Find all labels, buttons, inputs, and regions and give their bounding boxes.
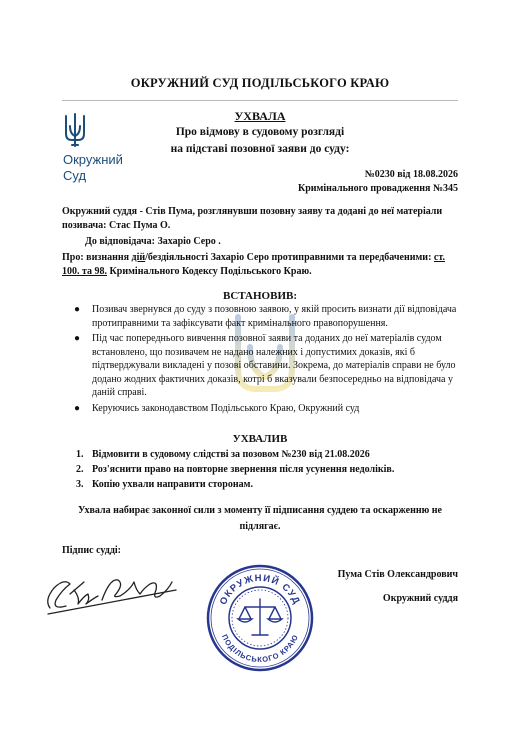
respondent-line (85, 235, 481, 249)
bullet-icon: ● (74, 304, 81, 315)
list-item (62, 332, 458, 400)
document-subtitle-line1: Про відмову в судовому розгляді (175, 126, 345, 138)
signature-label: Підпис судді: (62, 545, 121, 556)
resolved-item-3: Копію ухвали направити сторонам. (92, 479, 253, 490)
subject-prefix: Про: визнання (62, 252, 132, 263)
court-logo (63, 112, 123, 192)
list-item (62, 303, 458, 330)
established-heading: ВСТАНОВИВ: (222, 290, 298, 302)
scales-of-justice-icon (238, 599, 282, 635)
item-number: 2. (76, 464, 84, 475)
established-item-3: Керуючись законодавством Подільського Краю, Окружний суд (92, 402, 360, 414)
respondent-value: Захаріо Серо . (157, 236, 221, 247)
list-item (62, 447, 458, 462)
court-name-heading: ОКРУЖНИЙ СУД ПОДІЛЬСЬКОГО КРАЮ (130, 76, 390, 90)
stamp-top-text: ОКРУЖНИЙ СУД (217, 572, 303, 607)
resolved-heading: УХВАЛИВ (232, 433, 288, 445)
document-number-date: №0230 від 18.08.2026 (364, 169, 458, 180)
item-number: 3. (76, 479, 84, 490)
header-divider (62, 100, 458, 101)
handwritten-signature (40, 560, 180, 620)
logo-text (63, 152, 123, 184)
established-item-1: Позивач звернувся до суду з позовною заявою, у якій просить визнати дії відповідача протиправними та зафіксувати факт кримінального правопорушення. (92, 304, 457, 329)
subject-underlined: дій (131, 252, 146, 263)
document-subtitle-line2: на підставі позовної заяви до суду: (170, 143, 350, 155)
judge-intro: Окружний суддя - Стів Пума, розглянувши позовну заяву та додані до неї матеріали позивача: Стас Пума О. (62, 206, 443, 231)
established-item-2: Під час попереднього вивчення позовної заяви та доданих до неї матеріалів судом встановлено, що позивачем не надано належних і допустимих доказів, які б підтверджували викладені у позові обставини. Зокрема, до матеріалів справи не було додано жодних фактичних доказів, котрі б вказували безпосередньо на відповідача у даній справі. (92, 333, 456, 398)
list-item (62, 477, 458, 492)
established-list (62, 303, 458, 417)
list-item (62, 462, 458, 477)
subject-articles: ст. 100. та 98. (62, 252, 446, 277)
subject-suffix: Кримінального Кодексу Подільського Краю. (107, 265, 312, 277)
resolved-item-1: Відмовити в судовому слідстві за позовом №230 від 21.08.2026 (92, 449, 370, 460)
respondent-label: До відповідача: (85, 236, 155, 247)
logo-text-line1: Окружний (63, 152, 123, 167)
document-title: УХВАЛА (234, 109, 286, 123)
logo-text-line2: Суд (63, 168, 87, 183)
bullet-icon: ● (74, 402, 81, 414)
court-seal-stamp (205, 563, 315, 673)
proceeding-number: Кримінального провадження №345 (297, 183, 458, 194)
item-number: 1. (76, 449, 84, 460)
final-note: Ухвала набирає законної сили з моменту її підписання суддею та оскарженню не підлягає. (78, 505, 442, 532)
stamp-bottom-text: ПОДІЛЬСЬКОГО КРАЮ (219, 632, 301, 665)
signer-name: Пума Стів Олександрович (337, 569, 458, 580)
trident-icon (64, 112, 86, 148)
resolved-list (62, 447, 458, 492)
resolved-item-2: Роз'яснити право на повторне звернення після усунення недоліків. (92, 464, 395, 475)
case-subject (62, 251, 458, 278)
subject-middle: /бездіяльності Захаріо Серо протиправними та передбаченими: (145, 252, 434, 263)
bullet-icon: ● (74, 333, 81, 344)
list-item (62, 402, 458, 416)
signer-position: Окружний суддя (382, 593, 458, 604)
